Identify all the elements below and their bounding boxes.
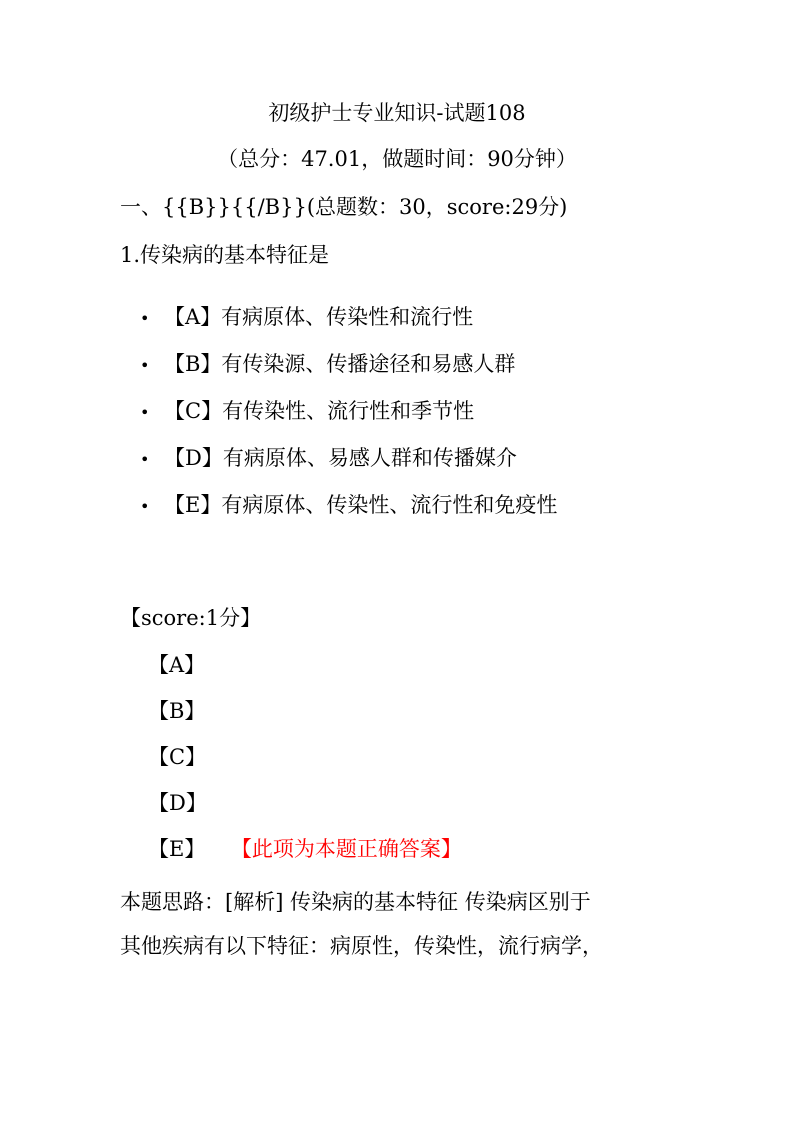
- answer-e: [148, 834, 462, 880]
- bullet-icon: •: [140, 450, 150, 469]
- option-a: [140, 302, 557, 349]
- analysis-line: 本题思路：[解析] 传染病的基本特征 传染病区别于: [120, 890, 591, 914]
- bullet-icon: •: [140, 497, 150, 516]
- answer-d: [148, 788, 462, 834]
- option-label: 【C】有传染性、流行性和季节性: [164, 399, 475, 423]
- answer-b: [148, 696, 462, 742]
- option-label: 【D】有病原体、易感人群和传播媒介: [164, 446, 517, 470]
- answer-label: 【B】: [148, 699, 206, 723]
- option-c: [140, 396, 557, 443]
- option-e: [140, 490, 557, 537]
- answer-c: [148, 742, 462, 788]
- bullet-icon: •: [140, 356, 150, 375]
- analysis-line: 其他疾病有以下特征：病原性，传染性，流行病学，: [120, 934, 603, 958]
- score-label: 【score:1分】: [120, 606, 262, 630]
- answer-label: 【E】: [148, 837, 206, 861]
- option-label: 【B】有传染源、传播途径和易感人群: [164, 352, 516, 376]
- option-list: [140, 302, 557, 537]
- bullet-icon: •: [140, 309, 150, 328]
- option-label: 【A】有病原体、传染性和流行性: [164, 305, 474, 329]
- exam-meta: （总分：47.01，做题时间：90分钟）: [217, 147, 577, 171]
- correct-answer-note: 【此项为本题正确答案】: [241, 837, 462, 861]
- bullet-icon: •: [140, 403, 150, 422]
- option-d: [140, 443, 557, 490]
- section-heading: 一、{{B}}{{/B}}(总题数：30，score:29分): [120, 195, 568, 219]
- option-b: [140, 349, 557, 396]
- option-label: 【E】有病原体、传染性、流行性和免疫性: [164, 493, 558, 517]
- answer-label: 【D】: [148, 791, 207, 815]
- document-title: 初级护士专业知识-试题108: [268, 101, 526, 125]
- answer-a: [148, 650, 462, 696]
- answer-list: [148, 650, 462, 880]
- analysis-text: [120, 880, 680, 968]
- question-text: 1.传染病的基本特征是: [120, 243, 330, 267]
- answer-label: 【A】: [148, 653, 206, 677]
- answer-label: 【C】: [148, 745, 207, 769]
